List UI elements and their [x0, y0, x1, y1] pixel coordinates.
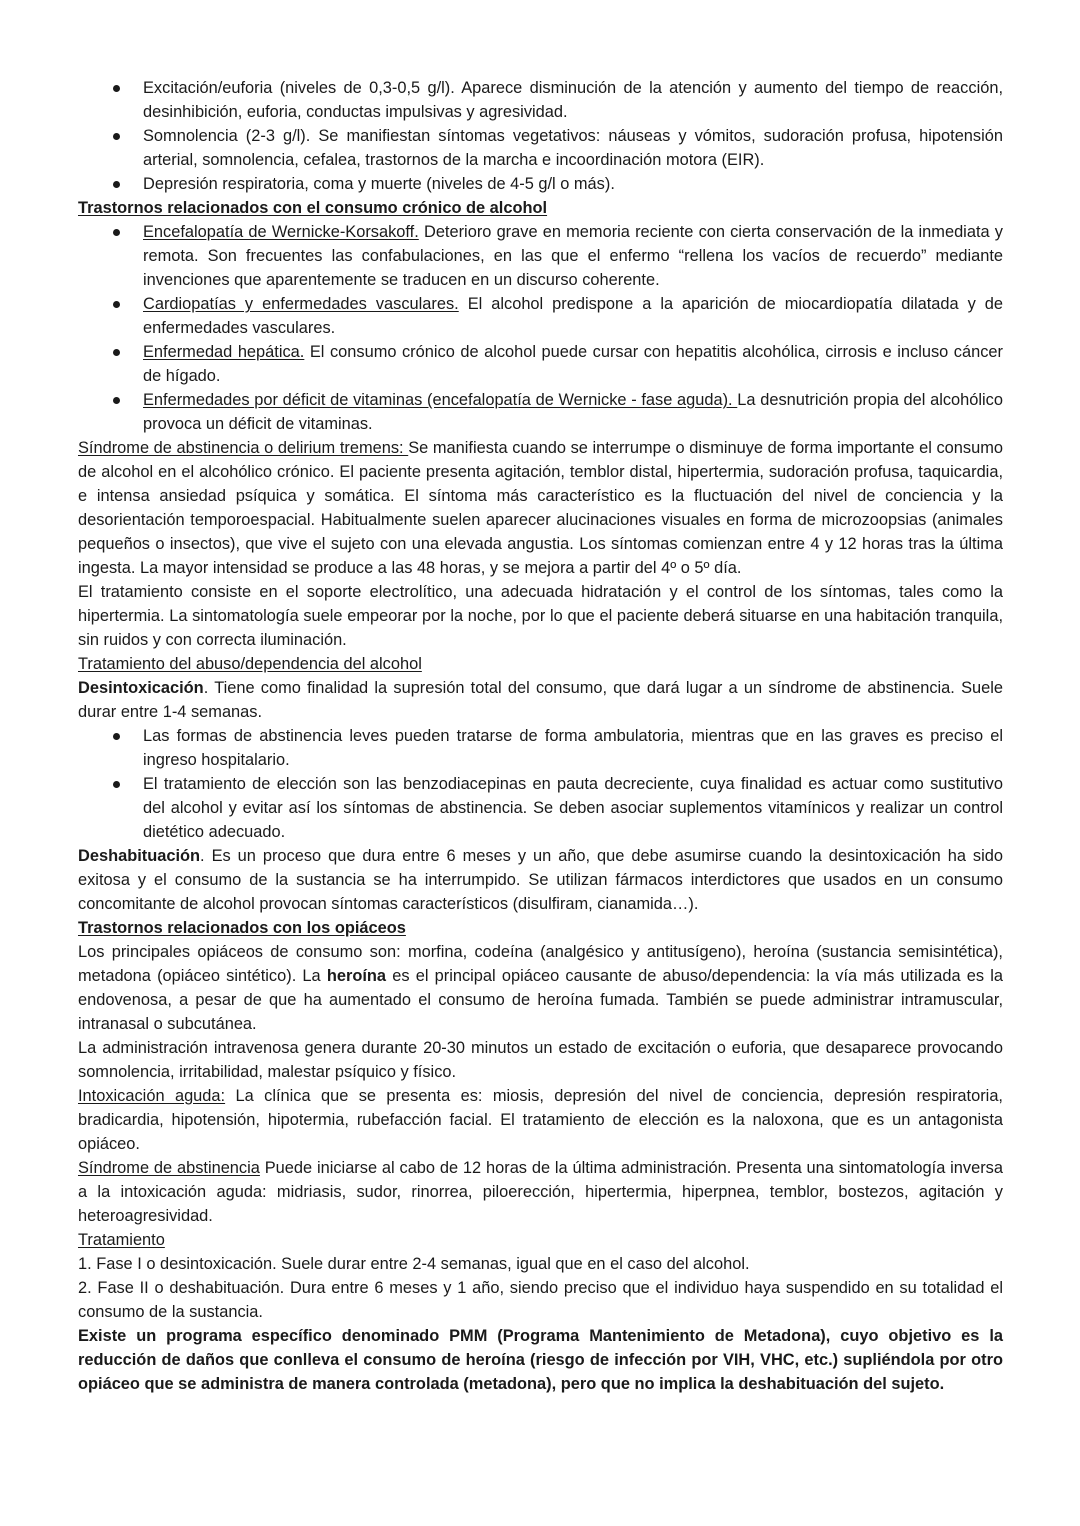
section-heading-chronic-alcohol: Trastornos relacionados con el consumo crónico de alcohol: [78, 199, 548, 217]
paragraph-acute-intoxication: [78, 1084, 1003, 1156]
acute-alcohol-levels-list: [78, 76, 1003, 196]
description: . Es un proceso que dura entre 6 meses y un año, que debe asumirse cuando la desintoxicación ha sido exitosa y el consumo de la sustancia se ha interrumpido. Se utilizan fármacos interdictores que usados en un consumo concomitante de alcohol provocan síntomas característicos (disulfiram, cianamida…).: [78, 847, 1003, 913]
paragraph-iv-administration: La administración intravenosa genera durante 20-30 minutos un estado de excitación o euforia, que desaparece provocando somnolencia, irritabilidad, malestar psíquico y físico.: [78, 1039, 1003, 1081]
list-item: Depresión respiratoria, coma y muerte (niveles de 4-5 g/l o más).: [143, 172, 1003, 196]
term: Síndrome de abstinencia: [78, 1159, 260, 1177]
chronic-alcohol-list: [78, 220, 1003, 436]
description: El alcohol predispone a la aparición de miocardiopatía dilatada y de enfermedades vasculares.: [143, 295, 1003, 337]
description: Deterioro grave en memoria reciente con cierta conservación de la inmediata y remota. Son frecuentes las confabulaciones, en las que el enfermo “rellena los vacíos de recuerdo” mediante invenciones que aparentemente se traducen en un discurso coherente.: [143, 223, 1003, 289]
paragraph-opiates-intro: [78, 940, 1003, 1036]
section-heading-alcohol-treatment: Tratamiento del abuso/dependencia del alcohol: [78, 655, 422, 673]
paragraph-opiate-withdrawal: [78, 1156, 1003, 1228]
description: El consumo crónico de alcohol puede cursar con hepatitis alcohólica, cirrosis e incluso cáncer de hígado.: [143, 343, 1003, 385]
term: Encefalopatía de Wernicke-Korsakoff.: [143, 223, 419, 241]
list-item: [143, 292, 1003, 340]
list-item: [143, 340, 1003, 388]
paragraph-pmm: Existe un programa específico denominado PMM (Programa Mantenimiento de Metadona), cuyo objetivo es la reducción de daños que conlleva el consumo de heroína (riesgo de infección por VIH, VHC, etc.) supliéndola por otro opiáceo que se administra de manera controlada (metadona), pero que no implica la deshabituación del sujeto.: [78, 1327, 1003, 1393]
detox-list: [78, 724, 1003, 844]
paragraph-dehabituation: [78, 844, 1003, 916]
paragraph-phase-1: 1. Fase I o desintoxicación. Suele durar entre 2-4 semanas, igual que en el caso del alcohol.: [78, 1255, 750, 1273]
description: . Tiene como finalidad la supresión total del consumo, que dará lugar a un síndrome de abstinencia. Suele durar entre 1-4 semanas.: [78, 679, 1003, 721]
section-heading-opiates: Trastornos relacionados con los opiáceos: [78, 919, 406, 937]
description: Se manifiesta cuando se interrumpe o disminuye de forma importante el consumo de alcohol en el alcohólico crónico. El paciente presenta agitación, temblor distal, hipertermia, sudoración profusa, taquicardia, e intensa ansiedad psíquica y somática. El síntoma más característico es la fluctuación del nivel de conciencia y la desorientación temporoespacial. Habitualmente suelen aparecer alucinaciones visuales en forma de microzoopsias (animales pequeños o insectos), que vive el sujeto con una elevada angustia. Los síntomas comienzan entre 4 y 12 horas tras la última ingesta. La mayor intensidad se produce a las 48 horas, y se mejora a partir del 4º o 5º día.: [78, 439, 1003, 577]
list-item: [143, 220, 1003, 292]
term: Síndrome de abstinencia o delirium tremens:: [78, 439, 409, 457]
text: Los principales opiáceos de consumo son: morfina, codeína (analgésico y antitusígeno), heroína (sustancia semisintética), metadona (opiáceo sintético). La: [78, 943, 1003, 985]
term: Enfermedad hepática.: [143, 343, 305, 361]
paragraph-withdrawal-treatment: El tratamiento consiste en el soporte electrolítico, una adecuada hidratación y el control de los síntomas, tales como la hipertermia. La sintomatología suele empeorar por la noche, por lo que el paciente deberá situarse en una habitación tranquila, sin ruidos y con correcta iluminación.: [78, 583, 1003, 649]
description: La desnutrición propia del alcohólico provoca un déficit de vitaminas.: [143, 391, 1003, 433]
paragraph-phase-2: 2. Fase II o deshabituación. Dura entre 6 meses y 1 año, siendo preciso que el individuo haya suspendido en su totalidad el consumo de la sustancia.: [78, 1279, 1003, 1321]
section-heading-opiate-treatment: Tratamiento: [78, 1231, 165, 1249]
term: Desintoxicación: [78, 679, 204, 697]
paragraph-withdrawal: [78, 436, 1003, 580]
term: heroína: [326, 967, 387, 985]
list-item: [143, 388, 1003, 436]
description: La clínica que se presenta es: miosis, depresión del nivel de conciencia, depresión respiratoria, bradicardia, hipotensión, hipotermia, rubefacción facial. El tratamiento de elección es la naloxona, que es un antagonista opiáceo.: [78, 1087, 1003, 1153]
term: Intoxicación aguda:: [78, 1087, 226, 1105]
term: Cardiopatías y enfermedades vasculares.: [143, 295, 459, 313]
term: Deshabituación: [78, 847, 201, 865]
document-page: [78, 76, 1003, 1396]
list-item: Las formas de abstinencia leves pueden tratarse de forma ambulatoria, mientras que en las graves es preciso el ingreso hospitalario.: [143, 724, 1003, 772]
description: Puede iniciarse al cabo de 12 horas de la última administración. Presenta una sintomatología inversa a la intoxicación aguda: midriasis, sudor, rinorrea, piloerección, hipertermia, hiperpnea, temblor, bostezos, agitación y heteroagresividad.: [78, 1159, 1003, 1225]
term: Enfermedades por déficit de vitaminas (encefalopatía de Wernicke - fase aguda).: [143, 391, 738, 409]
list-item: El tratamiento de elección son las benzodiacepinas en pauta decreciente, cuya finalidad es actuar como sustitutivo del alcohol y evitar así los síntomas de abstinencia. Se deben asociar suplementos vitamínicos y realizar un control dietético adecuado.: [143, 772, 1003, 844]
paragraph-detox: [78, 676, 1003, 724]
list-item: Excitación/euforia (niveles de 0,3-0,5 g/l). Aparece disminución de la atención y aumento del tiempo de reacción, desinhibición, euforia, conductas impulsivas y agresividad.: [143, 76, 1003, 124]
text: es el principal opiáceo causante de abuso/dependencia: la vía más utilizada es la endovenosa, a pesar de que ha aumentado el consumo de heroína fumada. También se puede administrar intramuscular, intranasal o subcutánea.: [78, 967, 1003, 1033]
list-item: Somnolencia (2-3 g/l). Se manifiestan síntomas vegetativos: náuseas y vómitos, sudoración profusa, hipotensión arterial, somnolencia, cefalea, trastornos de la marcha e incoordinación motora (EIR).: [143, 124, 1003, 172]
